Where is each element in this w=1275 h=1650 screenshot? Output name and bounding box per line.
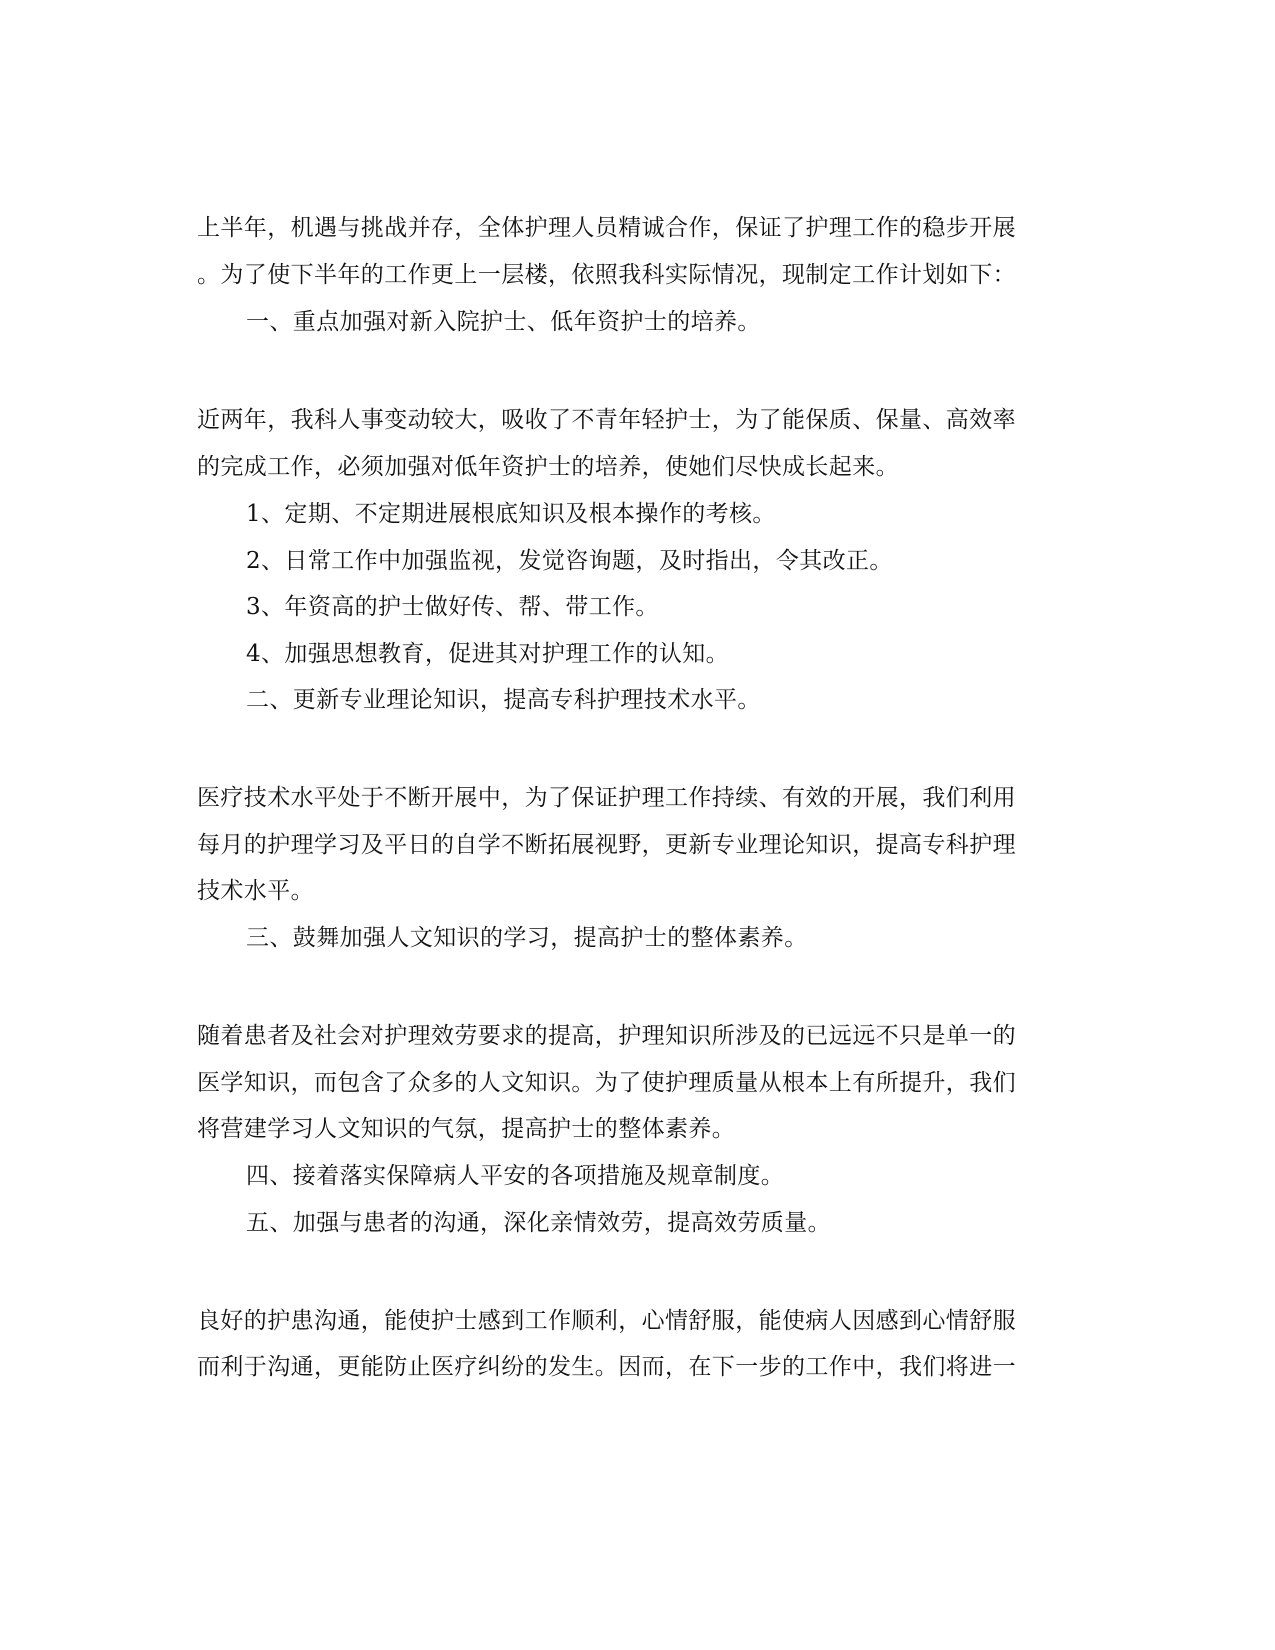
text-line: 良好的护患沟通，能使护士感到工作顺利，心情舒服，能使病人因感到心情舒服: [197, 1308, 1016, 1334]
text-line: 每月的护理学习及平日的自学不断拓展视野，更新专业理论知识，提高专科护理: [197, 832, 1016, 858]
text-line: 随着患者及社会对护理效劳要求的提高，护理知识所涉及的已远远不只是单一的: [197, 1023, 1016, 1049]
text-line: 医疗技术水平处于不断开展中，为了保证护理工作持续、有效的开展，我们利用: [197, 785, 1016, 811]
text-line: 近两年，我科人事变动较大，吸收了不青年轻护士，为了能保质、保量、高效率: [197, 407, 1016, 433]
text-line: 上半年，机遇与挑战并存，全体护理人员精诚合作，保证了护理工作的稳步开展: [197, 215, 1016, 241]
section-heading: 二、更新专业理论知识，提高专科护理技术水平。: [246, 687, 761, 713]
list-item: 4、加强思想教育，促进其对护理工作的认知。: [246, 641, 730, 667]
list-item: 3、年资高的护士做好传、帮、带工作。: [246, 594, 659, 620]
text-line: 将营建学习人文知识的气氛，提高护士的整体素养。: [197, 1116, 736, 1142]
section-heading: 五、加强与患者的沟通，深化亲情效劳，提高效劳质量。: [246, 1210, 831, 1236]
text-line: 技术水平。: [197, 878, 314, 904]
section-heading: 三、鼓舞加强人文知识的学习，提高护士的整体素养。: [246, 925, 808, 951]
list-item: 1、定期、不定期进展根底知识及根本操作的考核。: [246, 501, 776, 527]
text-line: 。为了使下半年的工作更上一层楼，依照我科实际情况，现制定工作计划如下：: [197, 262, 1016, 288]
text-line: 医学知识，而包含了众多的人文知识。为了使护理质量从根本上有所提升，我们: [197, 1070, 1016, 1096]
list-item: 2、日常工作中加强监视，发觉咨询题，及时指出，令其改正。: [246, 548, 893, 574]
section-heading: 一、重点加强对新入院护士、低年资护士的培养。: [246, 309, 761, 335]
text-line: 的完成工作，必须加强对低年资护士的培养，使她们尽快成长起来。: [197, 454, 899, 480]
text-line: 而利于沟通，更能防止医疗纠纷的发生。因而，在下一步的工作中，我们将进一: [197, 1354, 1016, 1380]
section-heading: 四、接着落实保障病人平安的各项措施及规章制度。: [246, 1163, 785, 1189]
